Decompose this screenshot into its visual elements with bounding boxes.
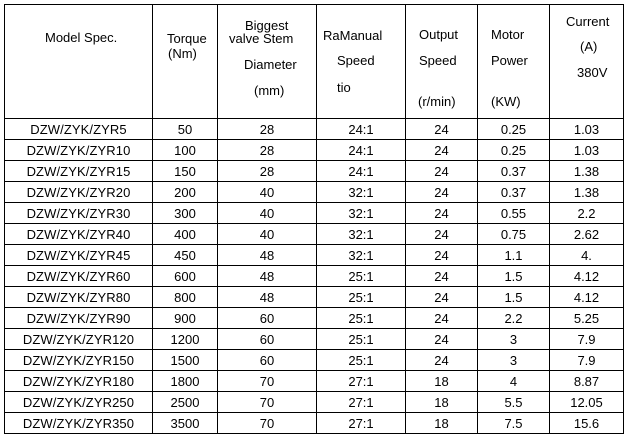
cell-stem: 60 [218,329,317,350]
cell-power: 0.75 [478,224,550,245]
cell-power: 1.1 [478,245,550,266]
cell-current: 4. [550,245,624,266]
cell-torque: 1800 [153,371,218,392]
cell-torque: 900 [153,308,218,329]
spec-table-body [5,119,624,434]
cell-power: 1.5 [478,287,550,308]
cell-ratio: 24:1 [317,140,406,161]
cell-speed: 24 [406,161,478,182]
cell-torque: 800 [153,287,218,308]
table-row [5,329,624,350]
cell-stem: 60 [218,308,317,329]
cell-power: 1.5 [478,266,550,287]
table-row [5,245,624,266]
cell-current: 12.05 [550,392,624,413]
cell-torque: 1500 [153,350,218,371]
cell-stem: 40 [218,224,317,245]
header-stem-line1: Biggest [245,18,289,33]
cell-current: 4.12 [550,266,624,287]
cell-speed: 24 [406,203,478,224]
table-row [5,392,624,413]
header-current-line3: 380V [577,65,608,80]
header-output [406,5,478,119]
cell-ratio: 25:1 [317,287,406,308]
header-output-line2: Speed [419,53,457,68]
table-row [5,182,624,203]
table-row [5,161,624,182]
cell-current: 15.6 [550,413,624,434]
cell-speed: 24 [406,245,478,266]
cell-speed: 24 [406,350,478,371]
header-motor-line2: Power [491,53,528,68]
cell-current: 2.2 [550,203,624,224]
cell-stem: 48 [218,287,317,308]
cell-ratio: 32:1 [317,224,406,245]
cell-ratio: 32:1 [317,203,406,224]
cell-torque: 100 [153,140,218,161]
header-current-line2: (A) [580,39,598,54]
cell-speed: 24 [406,308,478,329]
cell-stem: 70 [218,392,317,413]
header-row [5,5,624,119]
table-row [5,413,624,434]
header-current-line1: Current [566,14,610,29]
header-stem-line3: Diameter [244,57,297,72]
cell-power: 3 [478,350,550,371]
cell-ratio: 32:1 [317,182,406,203]
cell-model: DZW/ZYK/ZYR80 [5,287,153,308]
cell-power: 0.37 [478,161,550,182]
cell-stem: 70 [218,371,317,392]
cell-power: 2.2 [478,308,550,329]
cell-power: 0.37 [478,182,550,203]
cell-speed: 24 [406,224,478,245]
cell-ratio: 25:1 [317,308,406,329]
cell-speed: 24 [406,140,478,161]
cell-stem: 28 [218,119,317,140]
header-model-label: Model Spec. [45,30,118,45]
header-ratio-line1: RaManual [323,28,383,43]
header-torque [153,5,218,119]
cell-current: 7.9 [550,350,624,371]
header-motor-line1: Motor [491,27,525,42]
cell-model: DZW/ZYK/ZYR350 [5,413,153,434]
cell-model: DZW/ZYK/ZYR250 [5,392,153,413]
cell-current: 4.12 [550,287,624,308]
cell-torque: 2500 [153,392,218,413]
cell-ratio: 32:1 [317,245,406,266]
cell-current: 5.25 [550,308,624,329]
header-output-line3: (r/min) [418,94,456,109]
cell-model: DZW/ZYK/ZYR45 [5,245,153,266]
cell-ratio: 25:1 [317,350,406,371]
cell-current: 2.62 [550,224,624,245]
cell-model: DZW/ZYK/ZYR5 [5,119,153,140]
cell-stem: 40 [218,203,317,224]
cell-torque: 1200 [153,329,218,350]
cell-stem: 28 [218,140,317,161]
table-row [5,224,624,245]
cell-torque: 50 [153,119,218,140]
cell-model: DZW/ZYK/ZYR150 [5,350,153,371]
table-row [5,308,624,329]
cell-current: 1.38 [550,161,624,182]
cell-current: 8.87 [550,371,624,392]
cell-torque: 600 [153,266,218,287]
table-row [5,266,624,287]
header-current [550,5,624,119]
cell-torque: 400 [153,224,218,245]
cell-speed: 24 [406,119,478,140]
table-row [5,119,624,140]
header-ratio [317,5,406,119]
cell-ratio: 27:1 [317,413,406,434]
cell-model: DZW/ZYK/ZYR180 [5,371,153,392]
cell-torque: 200 [153,182,218,203]
header-stem-line4: (mm) [254,83,285,98]
cell-power: 0.55 [478,203,550,224]
header-ratio-line3: tio [337,80,351,95]
cell-power: 5.5 [478,392,550,413]
cell-model: DZW/ZYK/ZYR15 [5,161,153,182]
header-stem-line2: valve Stem [229,31,294,46]
cell-speed: 18 [406,413,478,434]
table-row [5,350,624,371]
header-motor [478,5,550,119]
cell-ratio: 25:1 [317,329,406,350]
cell-stem: 48 [218,266,317,287]
spec-table [4,4,624,434]
cell-torque: 450 [153,245,218,266]
cell-stem: 40 [218,182,317,203]
header-output-line1: Output [419,27,459,42]
cell-model: DZW/ZYK/ZYR40 [5,224,153,245]
cell-power: 3 [478,329,550,350]
cell-power: 0.25 [478,119,550,140]
cell-speed: 24 [406,329,478,350]
cell-current: 1.03 [550,140,624,161]
cell-model: DZW/ZYK/ZYR20 [5,182,153,203]
cell-stem: 60 [218,350,317,371]
cell-torque: 300 [153,203,218,224]
cell-model: DZW/ZYK/ZYR10 [5,140,153,161]
cell-power: 7.5 [478,413,550,434]
cell-ratio: 27:1 [317,371,406,392]
table-row [5,287,624,308]
cell-power: 4 [478,371,550,392]
cell-speed: 18 [406,392,478,413]
cell-power: 0.25 [478,140,550,161]
header-stem [218,5,317,119]
cell-speed: 24 [406,287,478,308]
cell-model: DZW/ZYK/ZYR30 [5,203,153,224]
cell-current: 1.38 [550,182,624,203]
cell-ratio: 24:1 [317,161,406,182]
cell-torque: 3500 [153,413,218,434]
cell-model: DZW/ZYK/ZYR60 [5,266,153,287]
table-row [5,371,624,392]
cell-stem: 48 [218,245,317,266]
cell-ratio: 27:1 [317,392,406,413]
header-motor-line3: (KW) [491,94,521,109]
cell-current: 1.03 [550,119,624,140]
cell-model: DZW/ZYK/ZYR90 [5,308,153,329]
cell-torque: 150 [153,161,218,182]
table-row [5,203,624,224]
cell-current: 7.9 [550,329,624,350]
header-torque-line1: Torque [167,31,207,46]
header-torque-line2: (Nm) [168,46,197,61]
cell-speed: 24 [406,266,478,287]
cell-model: DZW/ZYK/ZYR120 [5,329,153,350]
cell-stem: 28 [218,161,317,182]
cell-speed: 18 [406,371,478,392]
cell-speed: 24 [406,182,478,203]
header-model [5,5,153,119]
header-ratio-line2: Speed [337,53,375,68]
table-row [5,140,624,161]
cell-ratio: 25:1 [317,266,406,287]
cell-stem: 70 [218,413,317,434]
cell-ratio: 24:1 [317,119,406,140]
